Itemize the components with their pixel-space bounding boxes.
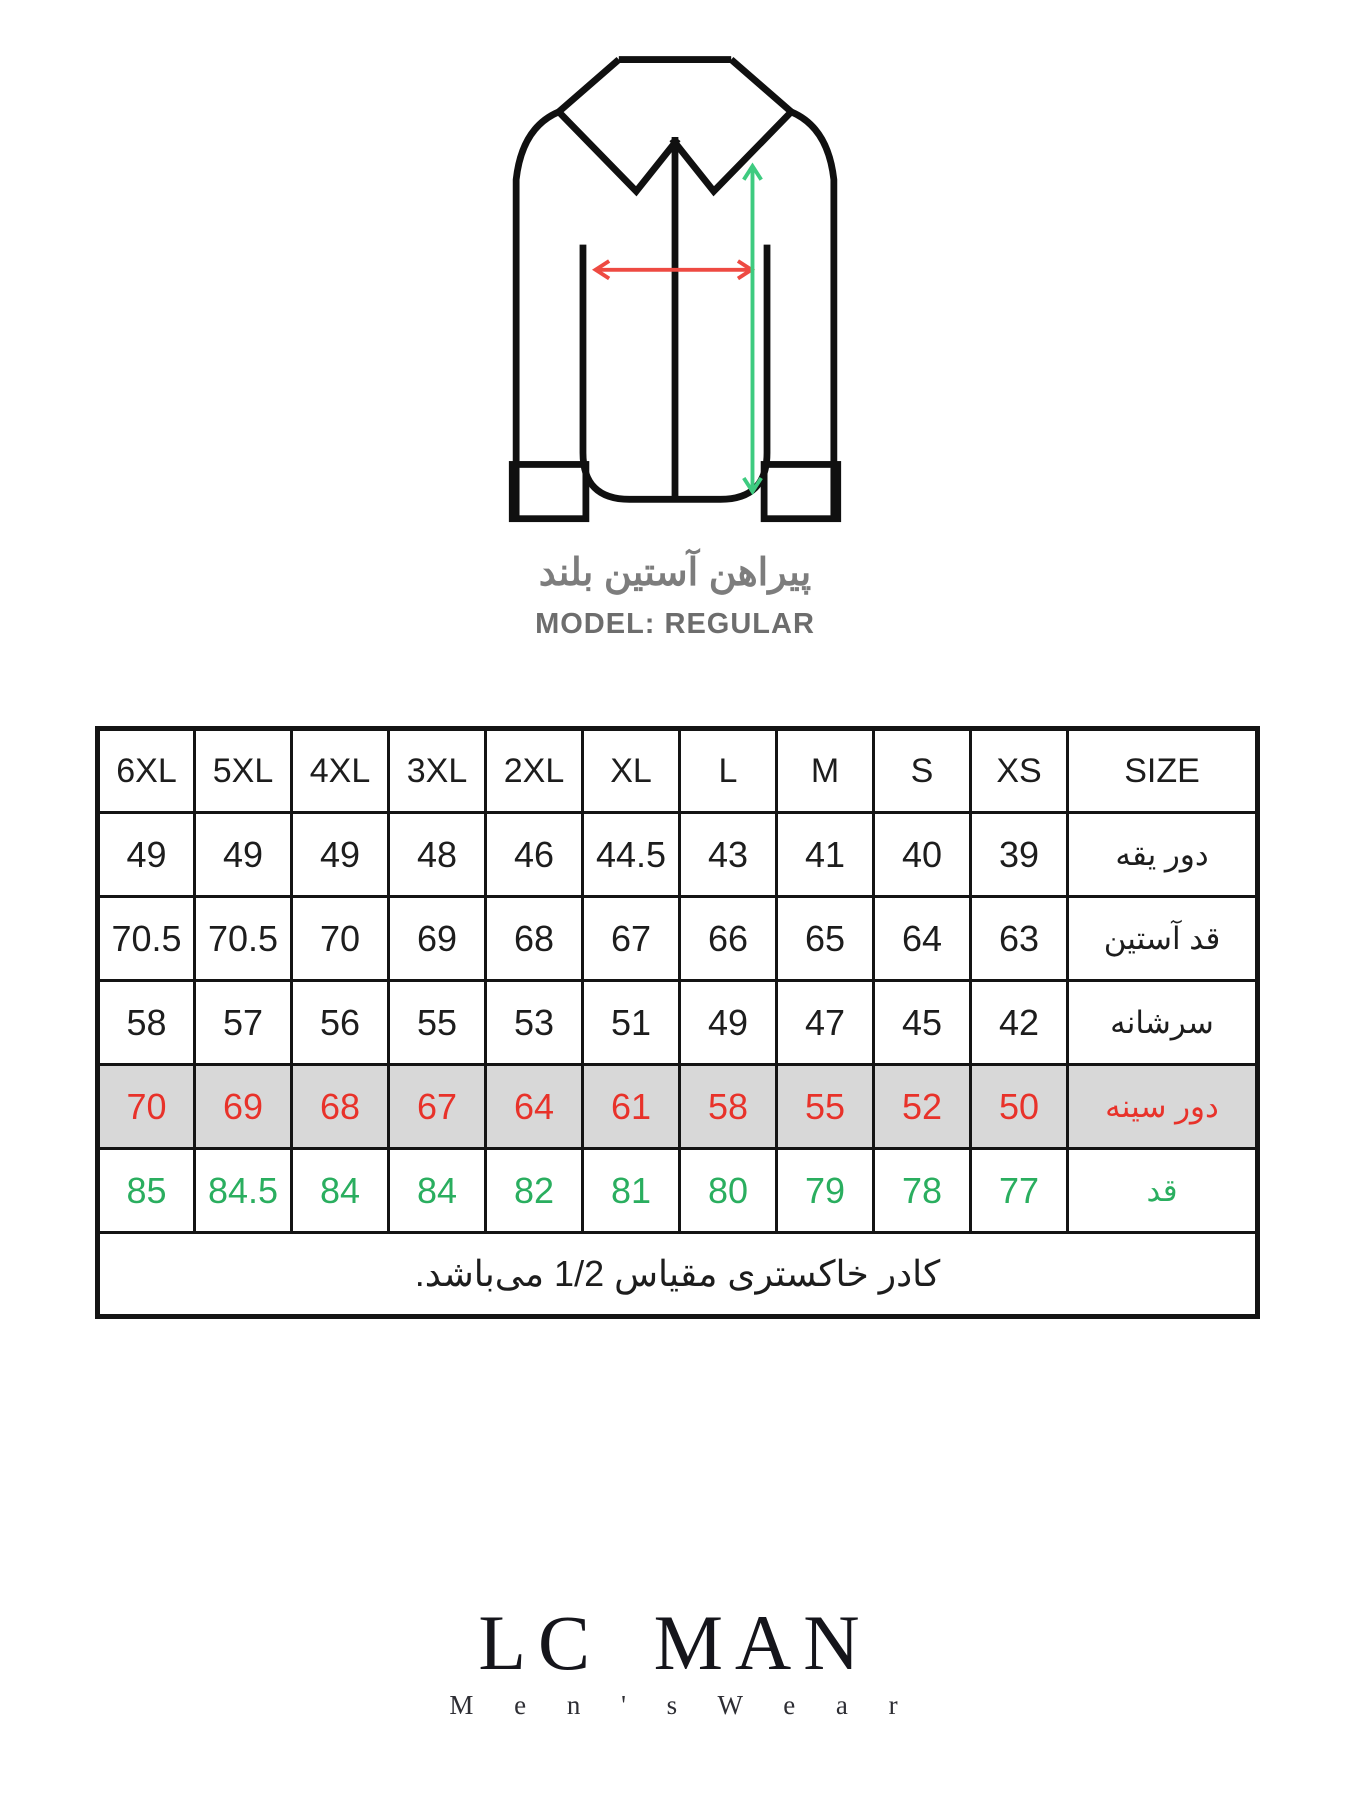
value-cell: 58 [680, 1065, 777, 1149]
shirt-diagram [0, 46, 1350, 540]
value-cell: 84 [389, 1149, 486, 1233]
value-cell: 70.5 [98, 897, 195, 981]
value-cell: 64 [486, 1065, 583, 1149]
length-measure-arrow [744, 166, 761, 491]
value-cell: 55 [389, 981, 486, 1065]
value-cell: 68 [486, 897, 583, 981]
value-cell: 51 [583, 981, 680, 1065]
value-cell: 69 [195, 1065, 292, 1149]
value-cell: 39 [971, 813, 1068, 897]
value-cell: 67 [389, 1065, 486, 1149]
value-cell: 66 [680, 897, 777, 981]
note-row [98, 1233, 1258, 1317]
value-cell: 49 [98, 813, 195, 897]
value-cell: 77 [971, 1149, 1068, 1233]
measure-label-chest: دور سینه [1068, 1065, 1258, 1149]
value-cell: 47 [777, 981, 874, 1065]
value-cell: 49 [292, 813, 389, 897]
measure-label-shoulder: سرشانه [1068, 981, 1258, 1065]
brand-name: LC MAN [478, 1599, 872, 1686]
row-length [98, 1149, 1258, 1233]
value-cell: 81 [583, 1149, 680, 1233]
value-cell: 55 [777, 1065, 874, 1149]
collar-right [672, 60, 791, 192]
value-cell: 40 [874, 813, 971, 897]
col-header-l: L [680, 729, 777, 813]
row-chest-highlighted [98, 1065, 1258, 1149]
value-cell: 84.5 [195, 1149, 292, 1233]
brand-tagline: M e n ' s W e a r [449, 1690, 915, 1720]
value-cell: 70 [98, 1065, 195, 1149]
value-cell: 67 [583, 897, 680, 981]
measure-label-length: قد [1068, 1149, 1258, 1233]
value-cell: 85 [98, 1149, 195, 1233]
col-header-xs: XS [971, 729, 1068, 813]
value-cell: 50 [971, 1065, 1068, 1149]
right-shoulder-sleeve [791, 112, 834, 519]
col-header-6xl: 6XL [98, 729, 195, 813]
model-label: MODEL: REGULAR [535, 608, 815, 640]
col-header-2xl: 2XL [486, 729, 583, 813]
value-cell: 49 [195, 813, 292, 897]
value-cell: 84 [292, 1149, 389, 1233]
row-collar [98, 813, 1258, 897]
value-cell: 52 [874, 1065, 971, 1149]
right-cuff [764, 464, 838, 518]
value-cell: 61 [583, 1065, 680, 1149]
value-cell: 56 [292, 981, 389, 1065]
col-header-5xl: 5XL [195, 729, 292, 813]
value-cell: 79 [777, 1149, 874, 1233]
value-cell: 70 [292, 897, 389, 981]
col-header-xl: XL [583, 729, 680, 813]
value-cell: 70.5 [195, 897, 292, 981]
value-cell: 69 [389, 897, 486, 981]
value-cell: 43 [680, 813, 777, 897]
value-cell: 45 [874, 981, 971, 1065]
left-cuff [512, 464, 586, 518]
col-header-3xl: 3XL [389, 729, 486, 813]
garment-title: پیراهن آستین بلند [538, 552, 812, 594]
measure-label-collar: دور یقه [1068, 813, 1258, 897]
value-cell: 63 [971, 897, 1068, 981]
col-header-s: S [874, 729, 971, 813]
value-cell: 58 [98, 981, 195, 1065]
brand-logo [0, 1599, 1350, 1721]
value-cell: 78 [874, 1149, 971, 1233]
row-shoulder [98, 981, 1258, 1065]
value-cell: 65 [777, 897, 874, 981]
value-cell: 80 [680, 1149, 777, 1233]
value-cell: 46 [486, 813, 583, 897]
measure-label-sleeve: قد آستین [1068, 897, 1258, 981]
value-cell: 68 [292, 1065, 389, 1149]
value-cell: 57 [195, 981, 292, 1065]
value-cell: 53 [486, 981, 583, 1065]
value-cell: 64 [874, 897, 971, 981]
row-sleeve-length [98, 897, 1258, 981]
collar-left [559, 60, 678, 192]
scale-note: کادر خاکستری مقیاس 1/2 می‌باشد. [98, 1233, 1258, 1317]
header-row [98, 729, 1258, 813]
shirt-outline-svg [471, 46, 879, 540]
col-header-size: SIZE [1068, 729, 1258, 813]
col-header-4xl: 4XL [292, 729, 389, 813]
value-cell: 44.5 [583, 813, 680, 897]
value-cell: 82 [486, 1149, 583, 1233]
value-cell: 42 [971, 981, 1068, 1065]
value-cell: 41 [777, 813, 874, 897]
left-shoulder-sleeve [516, 112, 559, 519]
col-header-m: M [777, 729, 874, 813]
value-cell: 49 [680, 981, 777, 1065]
size-chart-table [95, 726, 1260, 1319]
value-cell: 48 [389, 813, 486, 897]
